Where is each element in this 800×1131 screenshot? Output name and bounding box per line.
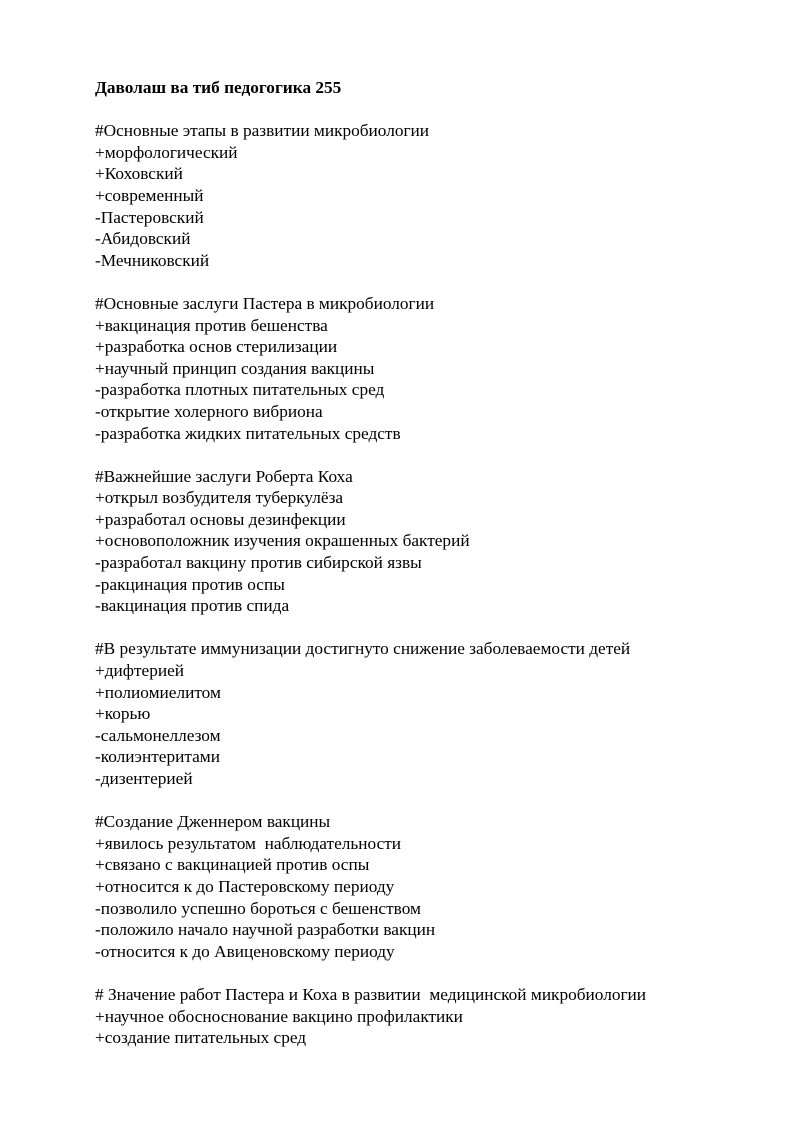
document-title: Даволаш ва тиб педогогика 255: [95, 78, 342, 97]
question-block: [95, 120, 775, 271]
answer-option-incorrect: -Абидовский: [95, 229, 191, 249]
answer-option-incorrect: -открытие холерного вибриона: [95, 401, 323, 421]
answer-option-correct: +полиомиелитом: [95, 682, 221, 702]
answer-option-incorrect: -положило начало научной разработки вакцин: [95, 920, 436, 940]
answer-option-correct: +корью: [95, 704, 151, 724]
answer-option-correct: +основоположник изучения окрашенных бактерий: [95, 531, 470, 551]
question-list: [95, 120, 775, 1049]
answer-option-correct: +относится к до Пастеровскому периоду: [95, 876, 395, 896]
answer-option-correct: +явилось результатом наблюдательности: [95, 833, 402, 853]
question-block: [95, 811, 775, 962]
answer-option-incorrect: -разработка плотных питательных сред: [95, 380, 385, 400]
question-text: #Основные заслуги Пастера в микробиологии: [95, 293, 435, 313]
question-text: #Важнейшие заслуги Роберта Коха: [95, 466, 353, 486]
answer-option-incorrect: -ракцинация против оспы: [95, 574, 285, 594]
answer-option-incorrect: -Пастеровский: [95, 207, 204, 227]
answer-option-incorrect: -Мечниковский: [95, 250, 210, 270]
answer-option-correct: +открыл возбудителя туберкулёза: [95, 488, 344, 508]
answer-option-incorrect: -дизентерией: [95, 769, 193, 788]
answer-option-incorrect: -относится к до Авиценовскому периоду: [95, 941, 395, 961]
question-text: #Создание Дженнером вакцины: [95, 812, 331, 832]
answer-option-correct: +современный: [95, 185, 204, 205]
answer-option-incorrect: -разработал вакцину против сибирской язвы: [95, 553, 422, 573]
answer-option-correct: +вакцинация против бешенства: [95, 315, 328, 335]
question-block: [95, 293, 775, 444]
answer-option-incorrect: -позволило успешно бороться с бешенством: [95, 898, 421, 918]
answer-option-correct: +научный принцип создания вакцины: [95, 358, 375, 378]
answer-option-correct: +научное обосноснование вакцино профилактики: [95, 1006, 463, 1026]
question-text: #Основные этапы в развитии микробиологии: [95, 121, 430, 141]
answer-option-incorrect: -разработка жидких питательных средств: [95, 423, 401, 443]
answer-option-incorrect: -сальмонеллезом: [95, 725, 221, 745]
answer-option-correct: +морфологический: [95, 142, 238, 162]
answer-option-correct: +Коховский: [95, 164, 183, 184]
answer-option-incorrect: -вакцинация против спида: [95, 596, 290, 616]
question-text: #В результате иммунизации достигнуто снижение заболеваемости детей: [95, 639, 631, 659]
blank-line: [95, 99, 775, 121]
question-block: [95, 984, 775, 1049]
document-content: [95, 77, 775, 1070]
answer-option-correct: +связано с вакцинацией против оспы: [95, 855, 370, 875]
answer-option-correct: +создание питательных сред: [95, 1028, 307, 1048]
answer-option-correct: +разработал основы дезинфекции: [95, 509, 346, 529]
question-block: [95, 638, 775, 789]
question-text: # Значение работ Пастера и Коха в развитии медицинской микробиологии: [95, 984, 647, 1004]
answer-option-correct: +дифтерией: [95, 661, 185, 681]
question-block: [95, 466, 775, 617]
answer-option-incorrect: -колиэнтеритами: [95, 747, 220, 767]
answer-option-correct: +разработка основ стерилизации: [95, 337, 338, 357]
